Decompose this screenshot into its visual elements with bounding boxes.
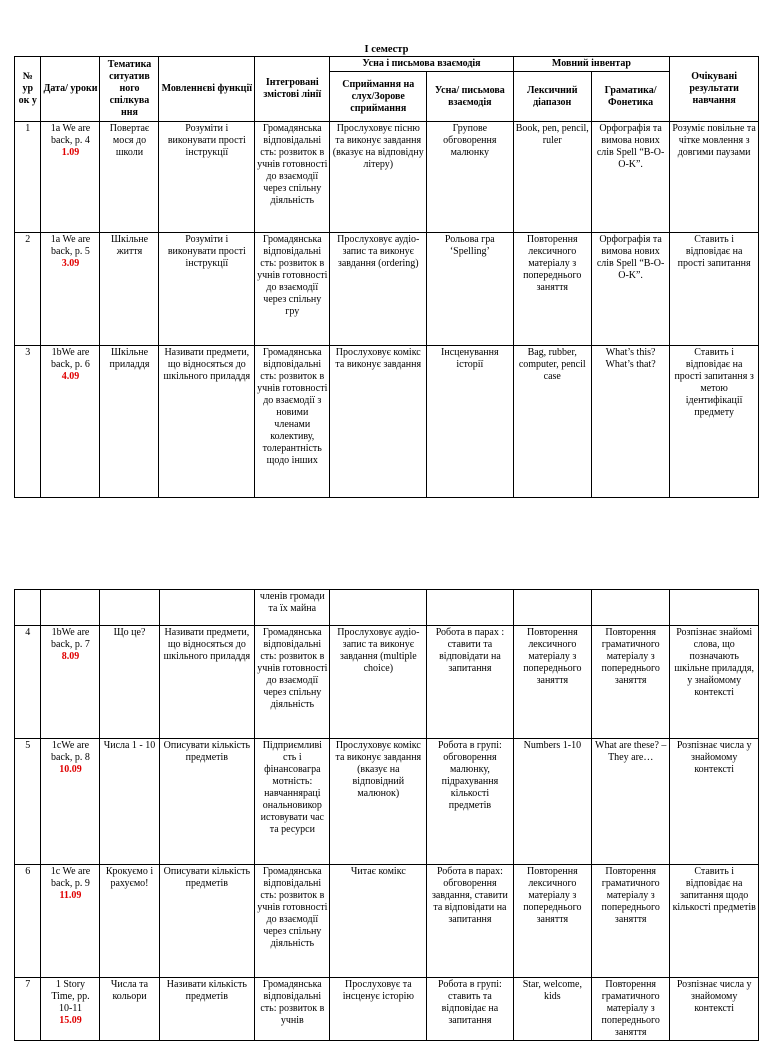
lines-cell: Громадянська відповідальні сть: розвиток в учнів готовності до взаємодії через спільну гру xyxy=(255,233,330,346)
topic-cell: Що це? xyxy=(100,626,159,739)
header-interaction: Усна/ письмова взаємодія xyxy=(427,72,513,122)
lesson-title: 1a We are back, p. 5 xyxy=(50,234,91,257)
grammar-cell: Орфографія та вимова нових слів Spell “B-O-O-K”. xyxy=(591,122,669,233)
lesson-number: 6 xyxy=(15,865,41,978)
results-cell: Розпізнає числа у знайомому контексті xyxy=(670,739,759,865)
lines-cell: Підприємливі сть і фінансовагра мотність: навчанняраці ональновикор истовувати час та ресурси xyxy=(255,739,330,865)
plan-table-page2 xyxy=(14,589,759,1041)
topic-cell: Шкільне життя xyxy=(100,233,159,346)
lines-cell: Громадянська відповідальні сть: розвиток в учнів xyxy=(255,978,330,1041)
grammar-cell: Повторення граматичного матеріалу з попереднього заняття xyxy=(592,865,670,978)
continuation-row xyxy=(15,590,759,626)
grammar-cell: Орфографія та вимова нових слів Spell “B-O-O-K”. xyxy=(591,233,669,346)
lesson-number: 7 xyxy=(15,978,41,1041)
lines-cell: Громадянська відповідальні сть: розвиток в учнів готовності до взаємодії з новими членами колективу, толерантність щодо інших xyxy=(255,346,330,498)
results-cell: Розпізнає знайомі слова, що позначають шкільне приладдя, у знайомому контексті xyxy=(670,626,759,739)
topic-cell: Крокуємо і рахуємо! xyxy=(100,865,159,978)
perception-cell: Прослуховує комікс та виконує завдання (вказує на відповідний малюнок) xyxy=(330,739,427,865)
lexical-cell: Повторення лексичного матеріалу з попереднього заняття xyxy=(513,626,591,739)
table-row xyxy=(15,739,759,865)
lines-cell: Громадянська відповідальні сть: розвиток в учнів готовності до взаємодії через спільну діяльність xyxy=(255,626,330,739)
lesson-cell xyxy=(41,122,100,233)
lesson-date: 10.09 xyxy=(59,764,82,775)
perception-cell: Прослуховує комікс та виконує завдання xyxy=(330,346,427,498)
table-row xyxy=(15,978,759,1041)
lesson-number: 4 xyxy=(15,626,41,739)
lesson-number: 2 xyxy=(15,233,41,346)
lesson-cell xyxy=(41,739,100,865)
lesson-cell xyxy=(41,626,100,739)
interaction-cell: Робота в групі: ставить та відповідає на запитання xyxy=(427,978,514,1041)
functions-cell: Називати кількість предметів xyxy=(159,978,255,1041)
lines-continuation: членів громади та їх майна xyxy=(255,590,330,626)
interaction-cell: Робота в парах : ставити та відповідати на запитання xyxy=(427,626,514,739)
lesson-title: 1cWe are back, p. 8 xyxy=(51,740,90,763)
interaction-cell: Рольова гра ‘Spelling’ xyxy=(427,233,513,346)
interaction-cell: Групове обговорення малюнку xyxy=(427,122,513,233)
topic-cell: Повертає мося до школи xyxy=(100,122,159,233)
header-topic: Тематика ситуатив ного спілкува ння xyxy=(100,57,159,122)
header-oral-written-interaction: Усна і письмова взаємодія xyxy=(330,57,513,72)
lesson-title: 1c We are back, p. 9 xyxy=(50,866,91,889)
functions-cell: Називати предмети, що відносяться до шкільного приладдя xyxy=(159,346,255,498)
lexical-cell: Star, welcome, kids xyxy=(513,978,591,1041)
header-lesson-number: № ур ок у xyxy=(15,57,41,122)
lesson-date: 3.09 xyxy=(61,258,80,269)
results-cell: Розпізнає числа у знайомому контексті xyxy=(670,978,759,1041)
table-row xyxy=(15,865,759,978)
lesson-number: 5 xyxy=(15,739,41,865)
perception-cell: Прослуховує аудіо-запис та виконує завдання (multiple choice) xyxy=(330,626,427,739)
lesson-title: 1a We are back, p. 4 xyxy=(50,123,91,146)
table-row xyxy=(15,233,759,346)
grammar-cell: Повторення граматичного матеріалу з попереднього заняття xyxy=(592,978,670,1041)
lesson-date: 8.09 xyxy=(61,651,80,662)
perception-cell: Прослуховує аудіо-запис та виконує завдання (ordering) xyxy=(330,233,427,346)
grammar-cell: What’s this? What’s that? xyxy=(591,346,669,498)
lexical-cell: Повторення лексичного матеріалу з попереднього заняття xyxy=(513,865,591,978)
lexical-cell: Numbers 1-10 xyxy=(513,739,591,865)
topic-cell: Числа 1 - 10 xyxy=(100,739,159,865)
lines-cell: Громадянська відповідальні сть: розвиток в учнів готовності до взаємодії через спільну діяльність xyxy=(255,122,330,233)
lesson-number: 1 xyxy=(15,122,41,233)
header-perception: Сприймання на слух/Зорове сприймання xyxy=(330,72,427,122)
header-language-inventory: Мовний інвентар xyxy=(513,57,670,72)
plan-table-page1 xyxy=(14,44,759,498)
lesson-cell xyxy=(41,346,100,498)
header-speech-functions: Мовленнєві функції xyxy=(159,57,255,122)
perception-cell: Читає комікс xyxy=(330,865,427,978)
functions-cell: Описувати кількість предметів xyxy=(159,865,255,978)
semester-title: I семестр xyxy=(364,44,409,55)
header-integrated-lines: Інтегровані змістові лінії xyxy=(255,57,330,122)
perception-cell: Прослуховує пісню та виконує завдання (вказує на відповідну літеру) xyxy=(330,122,427,233)
results-cell: Розуміє повільне та чітке мовлення з довгими паузами xyxy=(670,122,759,233)
header-lexical: Лексичний діапазон xyxy=(513,72,591,122)
lexical-cell: Повторення лексичного матеріалу з попереднього заняття xyxy=(513,233,591,346)
results-cell: Ставить і відповідає на прості запитання xyxy=(670,233,759,346)
lesson-date: 11.09 xyxy=(59,890,82,901)
results-cell: Ставить і відповідає на запитання щодо кількості предметів xyxy=(670,865,759,978)
functions-cell: Називати предмети, що відносяться до шкільного приладдя xyxy=(159,626,255,739)
lesson-title: 1bWe are back, p. 7 xyxy=(51,627,90,650)
topic-cell: Шкільне приладдя xyxy=(100,346,159,498)
table-row xyxy=(15,346,759,498)
functions-cell: Описувати кількість предметів xyxy=(159,739,255,865)
lesson-cell xyxy=(41,978,100,1041)
grammar-cell: Повторення граматичного матеріалу з попереднього заняття xyxy=(592,626,670,739)
lesson-date: 1.09 xyxy=(61,147,80,158)
results-cell: Ставить і відповідає на прості запитання з метою ідентифікації предмету xyxy=(670,346,759,498)
interaction-cell: Інсценування історії xyxy=(427,346,513,498)
table-row xyxy=(15,626,759,739)
lesson-date: 15.09 xyxy=(59,1015,82,1026)
interaction-cell: Робота в групі: обговорення малюнку, підрахування кількості предметів xyxy=(427,739,514,865)
lines-cell: Громадянська відповідальні сть: розвиток в учнів готовності до взаємодії через спільну діяльність xyxy=(255,865,330,978)
table-row xyxy=(15,122,759,233)
interaction-cell: Робота в парах: обговорення завдання, ставити та відповідати на запитання xyxy=(427,865,514,978)
lexical-cell: Bag, rubber, computer, pencil case xyxy=(513,346,591,498)
lesson-date: 4.09 xyxy=(61,371,80,382)
lesson-cell xyxy=(41,233,100,346)
topic-cell: Числа та кольори xyxy=(100,978,159,1041)
lexical-cell: Book, pen, pencil, ruler xyxy=(513,122,591,233)
header-grammar: Граматика/ Фонетика xyxy=(591,72,669,122)
lesson-cell xyxy=(41,865,100,978)
header-date: Дата/ уроки xyxy=(41,57,100,122)
lesson-title: 1 Story Time, pp. 10-11 xyxy=(51,979,90,1014)
grammar-cell: What are these? – They are… xyxy=(592,739,670,865)
header-expected-results: Очікувані результати навчання xyxy=(670,57,759,122)
lesson-number: 3 xyxy=(15,346,41,498)
functions-cell: Розуміти і виконувати прості інструкції xyxy=(159,233,255,346)
perception-cell: Прослуховує та інсценує історію xyxy=(330,978,427,1041)
functions-cell: Розуміти і виконувати прості інструкції xyxy=(159,122,255,233)
lesson-title: 1bWe are back, p. 6 xyxy=(51,347,90,370)
